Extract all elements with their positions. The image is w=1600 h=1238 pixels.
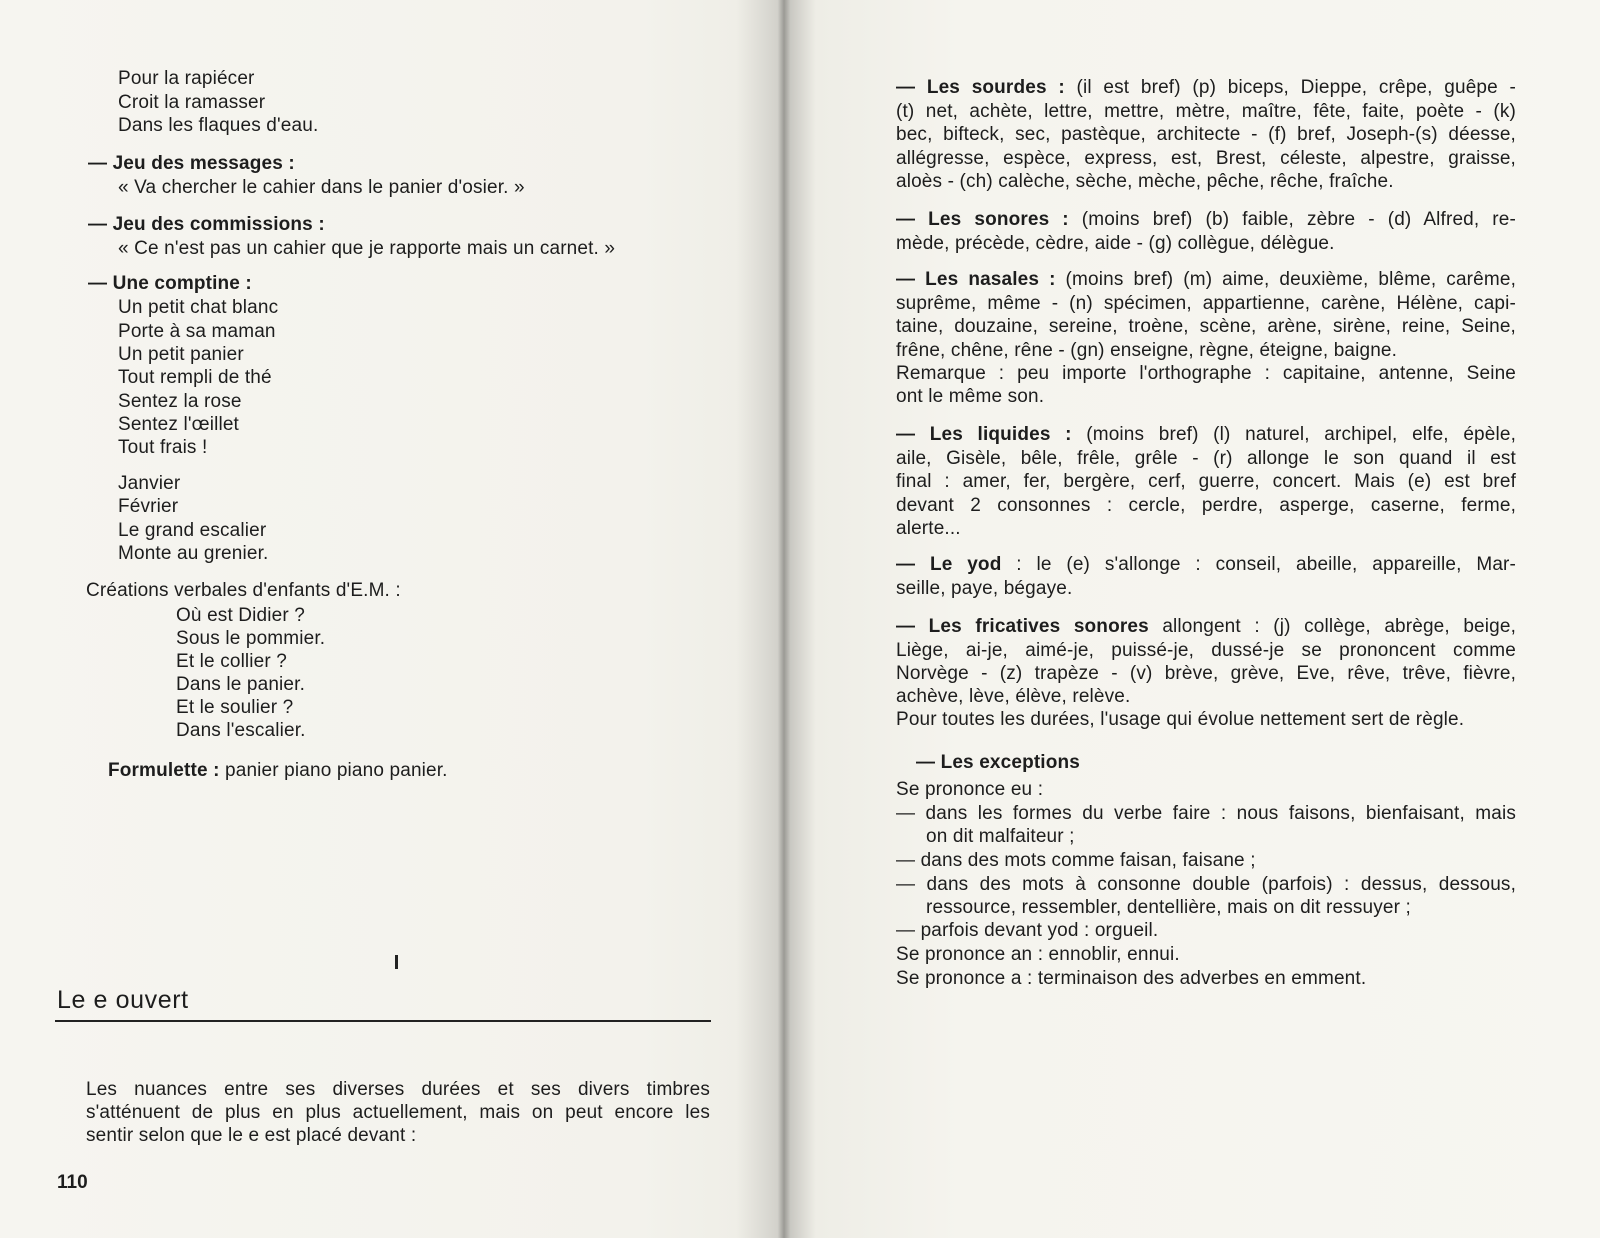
fricatives-label: — Les fricatives sonores [896,616,1149,637]
comptine-line: Tout frais ! [118,437,208,458]
fricatives-first-line [896,615,1516,638]
liquides-line: alerte... [896,518,961,539]
comptine-line: Le grand escalier [118,520,267,541]
commissions-label: — Jeu des commissions : [88,214,325,235]
nasales-text: (moins bref) (m) aime, deuxième, blême, carême, [1055,269,1516,290]
liquides-line: final : amer, fer, bergère, cerf, guerre, concert. Mais (e) est bref [896,471,1516,492]
yod-line: seille, paye, bégaye. [896,578,1073,599]
poem-line: Croit la ramasser [118,92,266,113]
comptine-line: Sentez la rose [118,391,242,412]
exceptions-line: on dit malfaiteur ; [926,826,1075,847]
section-marker [395,955,398,969]
exceptions-line: — dans des mots comme faisan, faisane ; [896,850,1256,871]
creations-line: Et le collier ? [176,651,288,672]
exceptions-label: — Les exceptions [916,752,1080,773]
creations-line: Où est Didier ? [176,605,305,626]
right-page [840,0,1600,1238]
sourdes-line: allégresse, espèce, express, est, Brest, céleste, alpestre, graisse, [896,148,1516,169]
fricatives-line: achève, lève, élève, relève. [896,686,1131,707]
liquides-text: (moins bref) (l) naturel, archipel, elfe, épèle, [1071,424,1517,445]
page-number: 110 [57,1172,88,1193]
comptine-line: Sentez l'œillet [118,414,239,435]
sourdes-label: — Les sourdes : [896,77,1065,98]
yod-text: : le (e) s'allonge : conseil, abeille, appareille, Mar- [1001,554,1516,575]
intro-line: sentir selon que le e est placé devant : [86,1125,417,1146]
exceptions-line: Se prononce an : ennoblir, ennui. [896,944,1180,965]
creations-line: Dans l'escalier. [176,720,306,741]
nasales-first-line [896,268,1516,291]
comptine-label: — Une comptine : [88,273,252,294]
left-page [0,0,760,1238]
comptine-line: Un petit panier [118,344,244,365]
nasales-line: taine, douzaine, sereine, troène, scène, arène, sirène, reine, Seine, [896,316,1516,337]
sonores-first-line [896,208,1516,231]
comptine-line: Février [118,496,179,517]
sonores-line: mède, précède, cèdre, aide - (g) collègue, délègue. [896,233,1335,254]
comptine-line: Tout rempli de thé [118,367,272,388]
liquides-line: devant 2 consonnes : cercle, perdre, asperge, caserne, ferme, [896,495,1516,516]
messages-label: — Jeu des messages : [88,153,295,174]
section-title: Le e ouvert [57,986,189,1014]
sourdes-line: bec, bifteck, sec, pastèque, architecte - (f) bref, Joseph-(s) déesse, [896,124,1516,145]
yod-first-line [896,553,1516,576]
sourdes-text: (il est bref) (p) biceps, Dieppe, crêpe, guêpe - [1064,77,1516,98]
liquides-line: aile, Gisèle, bêle, frêle, grêle - (r) allonge le son quand il est [896,448,1516,469]
nasales-line: ont le même son. [896,386,1045,407]
comptine-line: Porte à sa maman [118,321,276,342]
creations-line: Dans le panier. [176,674,305,695]
creations-line: Et le soulier ? [176,697,294,718]
sourdes-line: aloès - (ch) calèche, sèche, mèche, pêche, rêche, fraîche. [896,171,1394,192]
commissions-quote: « Ce n'est pas un cahier que je rapporte mais un carnet. » [118,238,616,259]
exceptions-line: Se prononce eu : [896,779,1044,800]
yod-label: — Le yod [896,554,1002,575]
intro-line: Les nuances entre ses diverses durées et ses divers timbres [86,1079,710,1100]
poem-line: Dans les flaques d'eau. [118,115,319,136]
liquides-label: — Les liquides : [896,424,1072,445]
nasales-line: suprême, même - (n) spécimen, appartienne, carène, Hélène, capi- [896,293,1516,314]
creations-label: Créations verbales d'enfants d'E.M. : [86,580,401,601]
nasales-label: — Les nasales : [896,269,1056,290]
messages-quote: « Va chercher le cahier dans le panier d'osier. » [118,177,525,198]
formulette-text: panier piano piano panier. [225,760,448,781]
section-rule [55,1020,711,1022]
sourdes-first-line [896,76,1516,99]
liquides-first-line [896,423,1516,446]
comptine-line: Janvier [118,473,181,494]
fricatives-line: Norvège - (z) trapèze - (v) brève, grève, Eve, rêve, trêve, fièvre, [896,663,1516,684]
creations-line: Sous le pommier. [176,628,326,649]
formulette [108,759,448,782]
sourdes-line: (t) net, achète, lettre, mettre, mètre, maître, fête, faite, poète - (k) [896,101,1516,122]
formulette-label: Formulette : [108,760,220,781]
comptine-line: Monte au grenier. [118,543,269,564]
poem-line: Pour la rapiécer [118,68,255,89]
fricatives-line: Liège, ai-je, aimé-je, puissé-je, dussé-je se prononcent comme [896,640,1516,661]
sonores-text: (moins bref) (b) faible, zèbre - (d) Alfred, re- [1068,209,1516,230]
exceptions-line: — dans les formes du verbe faire : nous faisons, bienfaisant, mais [896,803,1516,824]
comptine-line: Un petit chat blanc [118,297,279,318]
exceptions-line: — parfois devant yod : orgueil. [896,920,1159,941]
intro-line: s'atténuent de plus en plus actuellement, mais on peut encore les [86,1102,710,1123]
exceptions-line: ressource, ressembler, dentellière, mais on dit ressuyer ; [926,897,1411,918]
fricatives-line: Pour toutes les durées, l'usage qui évolue nettement sert de règle. [896,709,1465,730]
exceptions-line: Se prononce a : terminaison des adverbes en emment. [896,968,1367,989]
fricatives-text: allongent : (j) collège, abrège, beige, [1148,616,1517,637]
nasales-line: Remarque : peu importe l'orthographe : capitaine, antenne, Seine [896,363,1516,384]
exceptions-line: — dans des mots à consonne double (parfois) : dessus, dessous, [896,874,1516,895]
nasales-line: frêne, chêne, rêne - (gn) enseigne, règne, éteigne, baigne. [896,340,1398,361]
sonores-label: — Les sonores : [896,209,1069,230]
